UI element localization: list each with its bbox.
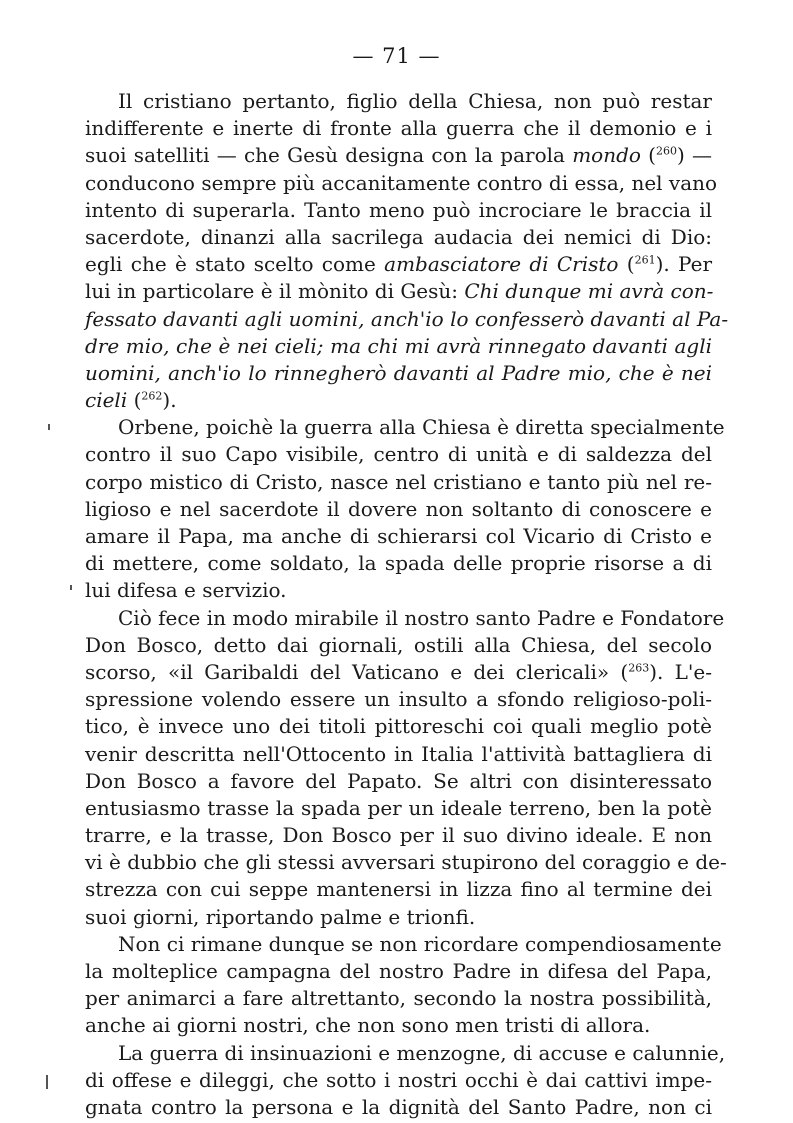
text-line — [85, 577, 712, 604]
text-run: trarre, e la trasse, Don Bosco per il suo divino ideale. E non — [85, 823, 712, 848]
text-line — [85, 1012, 712, 1039]
text-run: Non ci rimane dunque se non ricordare compendiosamente — [118, 931, 722, 956]
text-run: ( — [618, 252, 635, 277]
text-run: La guerra di insinuazioni e menzogne, di accuse e calunnie, — [118, 1040, 726, 1065]
text-line — [85, 469, 712, 496]
text-line — [85, 523, 712, 550]
footnote-ref: 261 — [634, 253, 656, 267]
text-line — [85, 115, 712, 142]
text-run: egli che è stato scelto come — [85, 252, 385, 277]
text-line — [85, 904, 712, 931]
footnote-ref: 260 — [655, 144, 677, 158]
text-line — [85, 686, 712, 713]
paragraph — [85, 931, 722, 1040]
text-run: anche ai giorni nostri, che non sono men tristi di allora. — [85, 1013, 651, 1038]
text-run: per animarci a fare altrettanto, secondo la nostra possibilità, — [85, 986, 712, 1011]
text-line — [85, 822, 712, 849]
text-line — [85, 224, 712, 251]
text-run: Ciò fece in modo mirabile il nostro santo Padre e Fondatore — [118, 605, 725, 630]
paragraph — [85, 88, 729, 414]
text-line — [85, 306, 729, 333]
text-run: intento di superarla. Tanto meno può incrociare le braccia il — [85, 197, 712, 222]
italic-text: fessato davanti agli uomini, anch'io lo confesserò davanti al Pa- — [85, 306, 729, 331]
scan-speck — [46, 1075, 48, 1089]
text-line — [85, 333, 712, 360]
text-line — [85, 1067, 712, 1094]
text-line — [85, 142, 712, 169]
text-run: strezza con cui seppe mantenersi in lizza fino al termine dei — [85, 877, 712, 902]
text-run: indifferente e inerte di fronte alla guerra che il demonio e i — [85, 116, 712, 141]
text-line — [85, 795, 712, 822]
text-line — [85, 496, 712, 523]
text-run: contro il suo Capo visibile, centro di unità e di saldezza del — [85, 442, 712, 467]
text-run: gnata contro la persona e la dignità del Santo Padre, non ci — [85, 1094, 712, 1119]
text-line — [85, 741, 712, 768]
italic-text: dre mio, che è nei cieli; ma chi mi avrà rinnegato davanti agli — [85, 333, 712, 358]
italic-text: cieli — [85, 388, 128, 413]
text-run: conducono sempre più accanitamente contro di essa, nel vano — [85, 170, 718, 195]
text-run: scorso, «il Garibaldi del Vaticano e dei clericali» ( — [85, 659, 629, 684]
text-line — [85, 713, 712, 740]
body-text — [85, 88, 729, 1121]
text-run: di mettere, come soldato, la spada delle proprie risorse a di — [85, 551, 712, 576]
text-run: sacerdote, dinanzi alla sacrilega audacia dei nemici di Dio: — [85, 224, 712, 249]
paragraph — [85, 1040, 726, 1122]
text-run: corpo mistico di Cristo, nasce nel cristiano e tanto più nel re- — [85, 469, 712, 494]
text-run: lui difesa e servizio. — [85, 578, 287, 603]
text-line — [85, 849, 727, 876]
text-line — [85, 1040, 726, 1067]
text-line — [85, 251, 712, 278]
text-line — [85, 632, 712, 659]
text-run: ligioso e nel sacerdote il dovere non soltanto di conoscere e — [85, 496, 712, 521]
text-run: entusiasmo trasse la spada per un ideale terreno, ben la potè — [85, 795, 712, 820]
footnote-ref: 263 — [628, 661, 650, 675]
text-run: lui in particolare è il mònito di Gesù: — [85, 279, 465, 304]
text-line — [85, 414, 725, 441]
text-run: di offese e dileggi, che sotto i nostri occhi è dai cattivi impe- — [85, 1067, 712, 1092]
italic-text: uomini, anch'io lo rinnegherò davanti al Padre mio, che è nei — [85, 360, 712, 385]
scan-speck — [48, 424, 50, 430]
text-run: Don Bosco a favore del Papato. Se altri con disinteressato — [85, 768, 712, 793]
text-run: ( — [127, 388, 142, 413]
text-run: la molteplice campagna del nostro Padre in difesa del Papa, — [85, 959, 712, 983]
paragraph — [85, 605, 727, 931]
text-run: ). L'e- — [649, 659, 713, 684]
scan-speck — [70, 585, 72, 590]
text-run: suoi satelliti — che Gesù designa con la parola — [85, 143, 573, 168]
italic-text: ambasciatore di Cristo — [384, 252, 619, 277]
text-line — [85, 550, 712, 577]
text-line — [85, 197, 712, 224]
text-run: ) — — [676, 143, 712, 168]
text-run: amare il Papa, ma anche di schierarsi col Vicario di Cristo e — [85, 524, 712, 548]
text-run: tico, è invece uno dei titoli pittoreschi coi quali meglio potè — [85, 714, 712, 739]
text-run: Orbene, poichè la guerra alla Chiesa è diretta specialmente — [118, 415, 725, 440]
text-line — [85, 876, 712, 903]
italic-text: Chi dunque mi avrà con- — [464, 279, 714, 304]
italic-text: mondo — [572, 143, 641, 168]
text-run: Don Bosco, detto dai giornali, ostili alla Chiesa, del secolo — [85, 632, 712, 657]
text-run: ). Per — [655, 252, 713, 277]
text-run: Il cristiano pertanto, figlio della Chiesa, non può restar — [118, 89, 712, 113]
footnote-ref: 262 — [141, 389, 163, 403]
text-run: vi è dubbio che gli stessi avversari stupirono del coraggio e de- — [85, 850, 727, 875]
page-number: — 71 — — [352, 44, 441, 68]
text-line — [85, 1094, 712, 1121]
text-line — [85, 931, 722, 958]
text-run: ). — [162, 388, 177, 413]
text-run: suoi giorni, riportando palme e trionfi. — [85, 904, 476, 929]
text-run: ( — [640, 143, 656, 168]
text-line — [85, 278, 712, 305]
text-line — [85, 88, 712, 115]
text-line — [85, 958, 712, 985]
text-line — [85, 985, 712, 1012]
text-line — [85, 170, 718, 197]
text-run: venir descritta nell'Ottocento in Italia l'attività battagliera di — [85, 741, 712, 766]
paragraph — [85, 414, 725, 604]
text-line — [85, 360, 712, 387]
text-line — [85, 387, 712, 414]
text-line — [85, 768, 712, 795]
text-line — [85, 441, 712, 468]
text-run: spressione volendo essere un insulto a sfondo religioso-poli- — [85, 687, 712, 712]
text-line — [85, 659, 712, 686]
text-line — [85, 605, 725, 632]
